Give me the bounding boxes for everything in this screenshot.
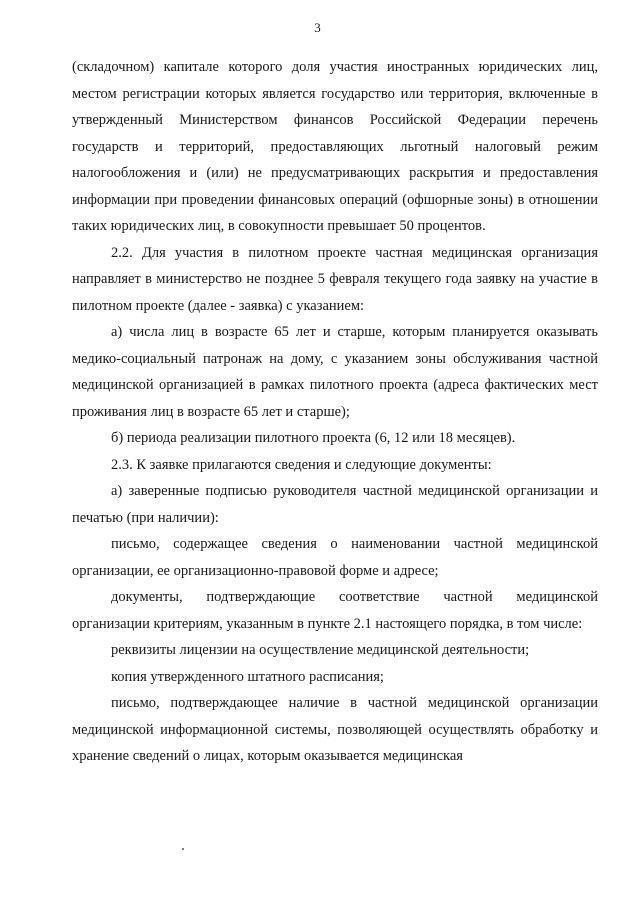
paragraph-2-3: 2.3. К заявке прилагаются сведения и следующие документы: [111,456,492,473]
page-number: 3 [314,20,321,35]
paragraph-staff-schedule: копия утвержденного штатного расписания; [111,668,384,685]
paragraph-2-2: 2.2. Для участия в пилотном проекте частная медицинская организация направляет в министерство не позднее 5 февраля текущего года заявку на участие в пилотном проекте (далее - заявка) с указанием: [72,244,598,314]
paragraph-2-3-item-a: а) заверенные подписью руководителя частной медицинской организации и печатью (при наличии): [72,483,598,526]
paragraph-license: реквизиты лицензии на осуществление медицинской деятельности; [111,642,530,658]
paragraph-continuation: (складочном) капитале которого доля участия иностранных юридических лиц, местом регистрации которых является государство или территория, включенные в утвержденный Министерством финансов Российской Федерации перечень государств и территорий, предоставляющих льготный налоговый режим налогообложения и (или) не предусматривающих раскрытия и предоставления информации при проведении финансовых операций (офшорные зоны) в отношении таких юридических лиц, в совокупности превышает 50 процентов. [72,59,598,234]
paragraph-item-a: а) числа лиц в возрасте 65 лет и старше, которым планируется оказывать медико-социальный патронаж на дому, с указанием зоны обслуживания частной медицинской организацией в рамках пилотного проекта (адреса фактических мест проживания лиц в возрасте 65 лет и старше); [72,324,598,420]
paragraph-item-b: б) периода реализации пилотного проекта (6, 12 или 18 месяцев). [111,430,516,446]
document-body [72,54,598,770]
paragraph-letter: письмо, содержащее сведения о наименовании частной медицинской организации, ее организационно-правовой форме и адресе; [72,536,598,579]
paragraph-documents: документы, подтверждающие соответствие частной медицинской организации критериям, указанным в пункте 2.1 настоящего порядка, в том числе: [72,589,598,632]
paragraph-information-system: письмо, подтверждающее наличие в частной медицинской организации медицинской информационной системы, позволяющей осуществлять обработку и хранение сведений о лицах, которым оказывается медицинская [72,695,598,764]
scan-speck [182,848,184,850]
